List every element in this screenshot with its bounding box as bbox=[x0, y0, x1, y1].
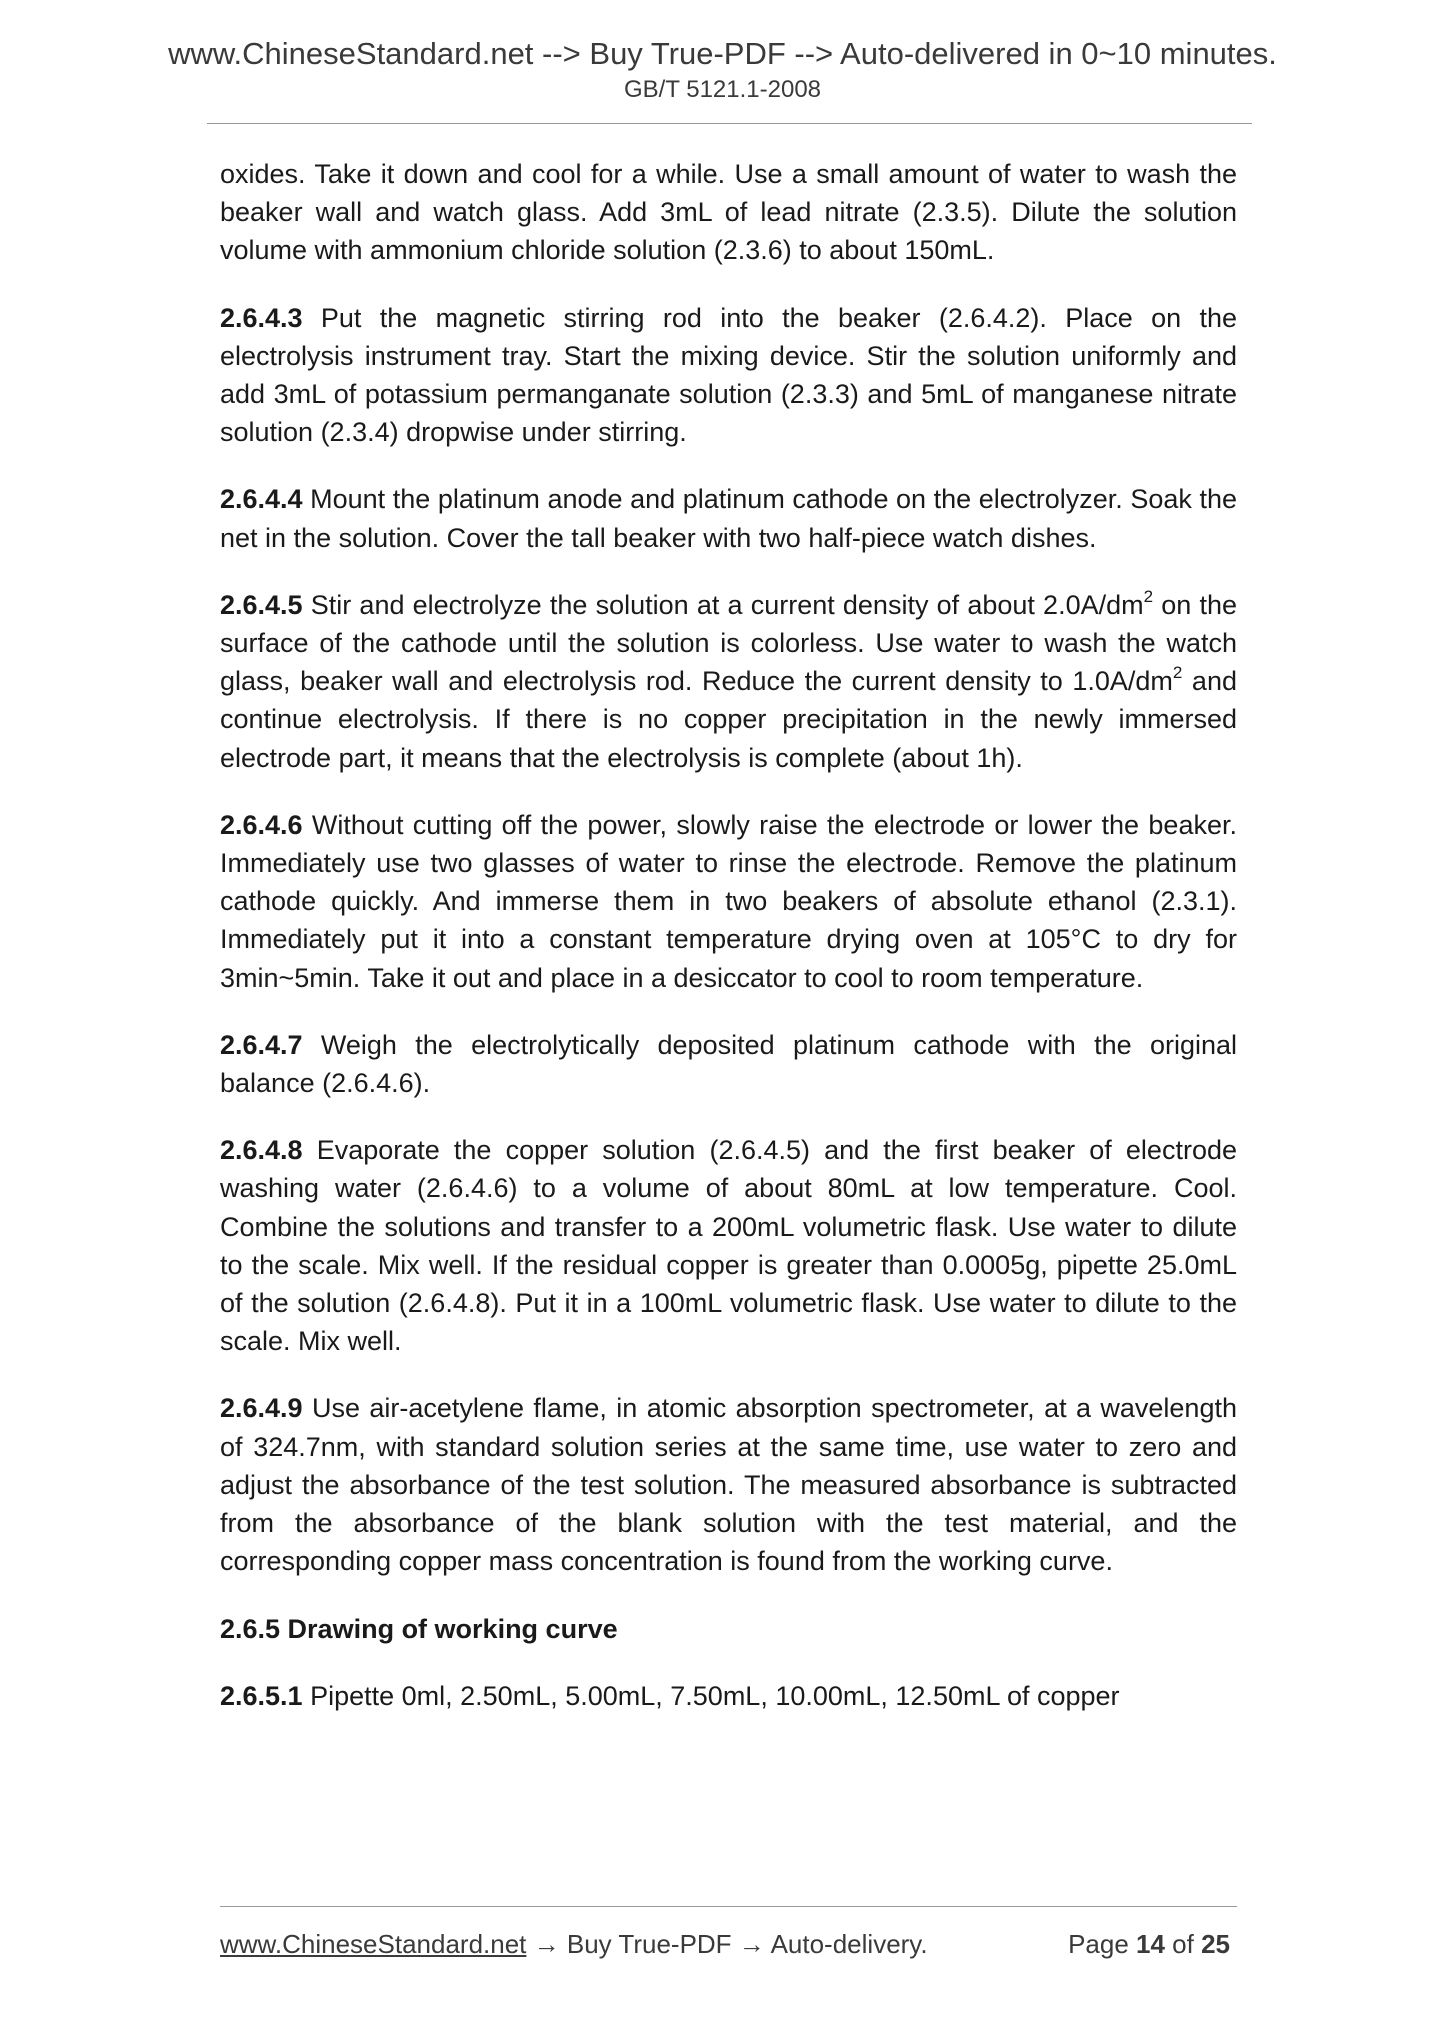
clause-text-b: on the surface of the cathode until the solution is colorless. Use water to wash the watch glass, beaker wall and electrolysis rod. Reduce the current density to 1.0A/dm bbox=[220, 589, 1237, 697]
document-body bbox=[220, 155, 1237, 1744]
of-label: of bbox=[1164, 1929, 1202, 1959]
standard-code: GB/T 5121.1-2008 bbox=[623, 76, 822, 103]
clause-2-6-4-5 bbox=[220, 586, 1237, 777]
paragraph-text: oxides. Take it down and cool for a while. Use a small amount of water to wash the beaker wall and watch glass. Add 3mL of lead nitrate (2.3.5). Dilute the solution volume with ammonium chloride solution (2.3.6) to about 150mL. bbox=[220, 159, 1237, 266]
clause-text-a: Stir and electrolyze the solution at a current density of about 2.0A/dm bbox=[302, 589, 1144, 620]
page-number: 14 bbox=[1136, 1929, 1165, 1959]
clause-number: 2.6.4.7 bbox=[220, 1029, 303, 1060]
clause-text: Put the magnetic stirring rod into the beaker (2.6.4.2). Place on the electrolysis instrument tray. Start the mixing device. Stir the solution uniformly and add 3mL of potassium permanganate solution (2.3.3) and 5mL of manganese nitrate solution (2.3.4) dropwise under stirring. bbox=[220, 302, 1237, 448]
clause-number: 2.6.4.6 bbox=[220, 809, 303, 840]
clause-2-6-5-1 bbox=[220, 1677, 1237, 1715]
clause-number: 2.6.5.1 bbox=[220, 1680, 303, 1711]
clause-number: 2.6.4.3 bbox=[220, 302, 303, 333]
clause-2-6-4-6 bbox=[220, 806, 1237, 997]
clause-number: 2.6.4.4 bbox=[220, 484, 303, 515]
page-indicator bbox=[1068, 1928, 1230, 1960]
section-heading: 2.6.5 Drawing of working curve bbox=[220, 1613, 618, 1644]
clause-number: 2.6.4.8 bbox=[220, 1135, 303, 1166]
clause-text: Evaporate the copper solution (2.6.4.5) and the first beaker of electrode washing water (2.6.4.6) to a volume of about 80mL at low temperature. Cool. Combine the solutions and transfer to a 200mL volumetric flask. Use water to dilute to the scale. Mix well. If the residual copper is greater than 0.0005g, pipette 25.0mL of the solution (2.6.4.8). Put it in a 100mL volumetric flask. Use water to dilute to the scale. Mix well. bbox=[220, 1135, 1237, 1357]
clause-2-6-4-3 bbox=[220, 299, 1237, 452]
clause-text: Use air-acetylene flame, in atomic absorption spectrometer, at a wavelength of 324.7nm, with standard solution series at the same time, use water to zero and adjust the absorbance of the test solution. The measured absorbance is subtracted from the absorbance of the blank solution with the test material, and the corresponding copper mass concentration is found from the working curve. bbox=[220, 1393, 1237, 1577]
page-footer bbox=[220, 1928, 1230, 1960]
superscript: 2 bbox=[1143, 586, 1154, 606]
header-divider bbox=[207, 123, 1252, 124]
clause-2-6-4-4 bbox=[220, 480, 1237, 556]
footer-divider bbox=[220, 1906, 1237, 1907]
page-total: 25 bbox=[1201, 1929, 1230, 1959]
page-label: Page bbox=[1068, 1929, 1137, 1959]
clause-2-6-4-9 bbox=[220, 1389, 1237, 1580]
clause-text: Mount the platinum anode and platinum cathode on the electrolyzer. Soak the net in the solution. Cover the tall beaker with two half-piece watch dishes. bbox=[220, 484, 1237, 553]
clause-text-c: and continue electrolysis. If there is no copper precipitation in the newly immersed electrode part, it means that the electrolysis is complete (about 1h). bbox=[220, 666, 1237, 773]
clause-number: 2.6.4.5 bbox=[220, 589, 303, 620]
footer-text: → Buy True-PDF → Auto-delivery. bbox=[526, 1929, 928, 1959]
clause-text: Pipette 0ml, 2.50mL, 5.00mL, 7.50mL, 10.00mL, 12.50mL of copper bbox=[302, 1680, 1120, 1711]
clause-text: Without cutting off the power, slowly raise the electrode or lower the beaker. Immediately use two glasses of water to rinse the electrode. Remove the platinum cathode quickly. And immerse them in two beakers of absolute ethanol (2.3.1). Immediately put it into a constant temperature drying oven at 105°C to dry for 3min~5min. Take it out and place in a desiccator to cool to room temperature. bbox=[220, 809, 1237, 993]
header-banner: www.ChineseStandard.net --> Buy True-PDF --> Auto-delivered in 0~10 minutes. bbox=[168, 36, 1277, 71]
clause-2-6-4-7 bbox=[220, 1026, 1237, 1102]
paragraph-continued bbox=[220, 155, 1237, 270]
footer-site-link[interactable]: www.ChineseStandard.net bbox=[220, 1929, 527, 1959]
clause-number: 2.6.4.9 bbox=[220, 1393, 303, 1424]
clause-2-6-4-8 bbox=[220, 1131, 1237, 1360]
superscript: 2 bbox=[1172, 663, 1183, 683]
clause-text: Weigh the electrolytically deposited platinum cathode with the original balance (2.6.4.6). bbox=[220, 1029, 1237, 1099]
